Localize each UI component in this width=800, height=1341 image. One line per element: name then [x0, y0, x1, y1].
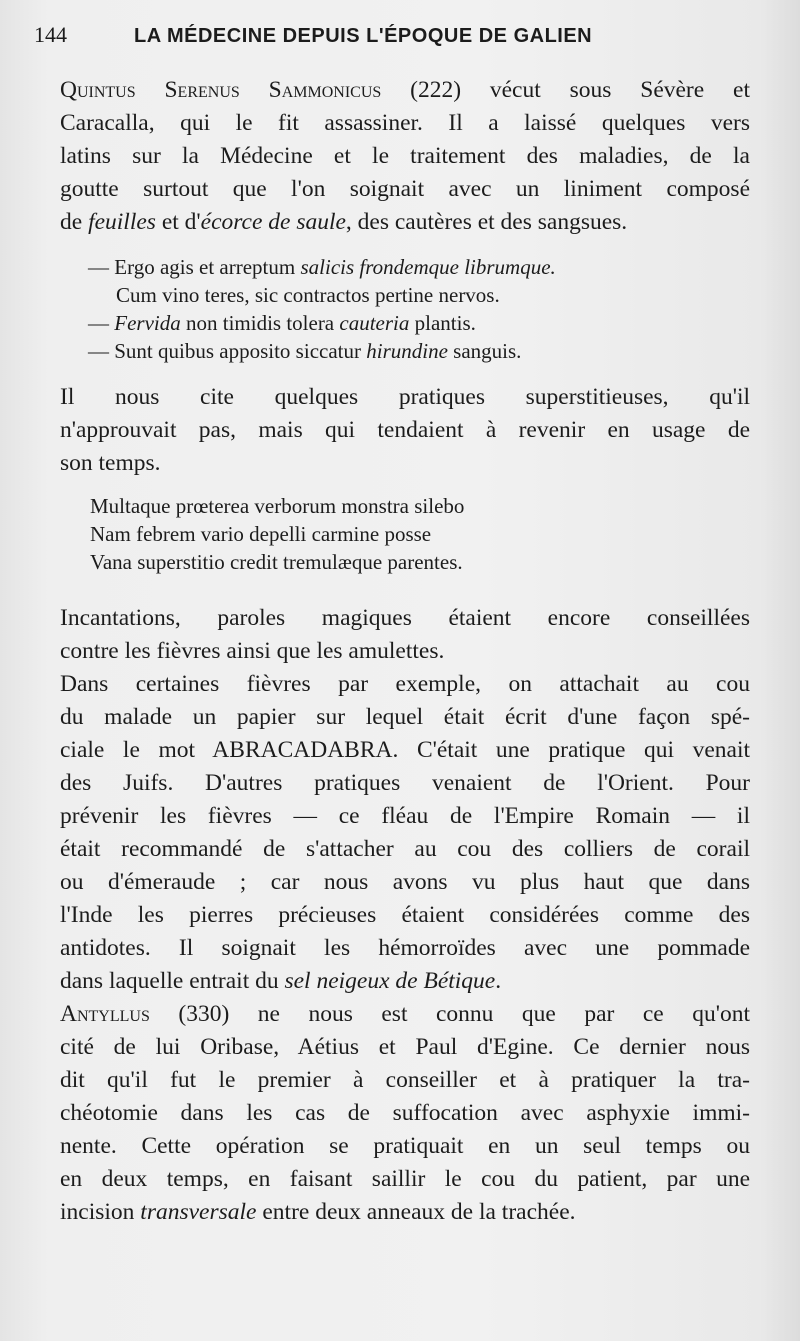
latin-verse-remedies: — Ergo agis et arreptum salicis frondemque librumque. Cum vino teres, sic contractos pertine nervos. — Fervida non timidis tolera cauteria plantis. — Sunt quibus apposito siccatur hirundine sanguis. — [88, 255, 556, 363]
paragraph-superstitions: Il nous cite quelques pratiques superstitieuses, qu'il n'approuvait pas, mais qui tendaient à revenir en usage de son temps. — [60, 384, 750, 476]
running-title: LA MÉDECINE DEPUIS L'ÉPOQUE DE GALIEN — [134, 25, 593, 47]
latin-verse-superstition: Multaque prœterea verborum monstra silebo Nam febrem vario depelli carmine posse Vana superstitio credit tremulæque parentes. — [90, 494, 465, 574]
paragraph-incantations: Incantations, paroles magiques étaient encore conseillées contre les fièvres ainsi que les amulettes. — [60, 605, 750, 664]
author-name-antyllus: Antyllus — [60, 1001, 150, 1027]
paragraph-abracadabra: Dans certaines fièvres par exemple, on attachait au cou du malade un papier sur lequel était écrit d'une façon spé- ciale le mot ABRACADABRA. C'était une pratique qui venait des Juifs. D'autres pratiques venaient de l'Orient. Pour prévenir les fièvres — ce fléau de l'Empire Romain — il était recommandé de s'attacher au cou des colliers de corail ou d'émeraude ; car nous avons vu plus haut que dans l'Inde les pierres précieuses étaient considérées comme des antidotes. Il soignait les hémorroïdes avec une pommade dans laquelle entrait du sel neigeux de Bétique. — [60, 671, 750, 994]
paragraph-serenus: Quintus Serenus Sammonicus (222) vécut sous Sévère et Caracalla, qui le fit assassiner. Il a laissé quelques vers latins sur la Médecine et le traitement des maladies, de la goutte surtout que l'on soignait avec un liniment composé de feuilles et d'écorce de saule, des cautères et des sangsues. — [60, 77, 751, 235]
author-name-serenus: Quintus Serenus Sammonicus — [60, 77, 382, 103]
page-header — [34, 22, 750, 74]
page-number: 144 — [34, 22, 67, 47]
paragraph-antyllus: Antyllus (330) ne nous est connu que par ce qu'ont cité de lui Oribase, Aétius et Paul d'Egine. Ce dernier nous dit qu'il fut le premier à conseiller et à pratiquer la tra- chéotomie dans les cas de suffocation avec asphyxie immi- nente. Cette opération se pratiquait en un seul temps ou en deux temps, en faisant saillir le cou du patient, par une incision transversale entre deux anneaux de la trachée. — [60, 1001, 750, 1225]
